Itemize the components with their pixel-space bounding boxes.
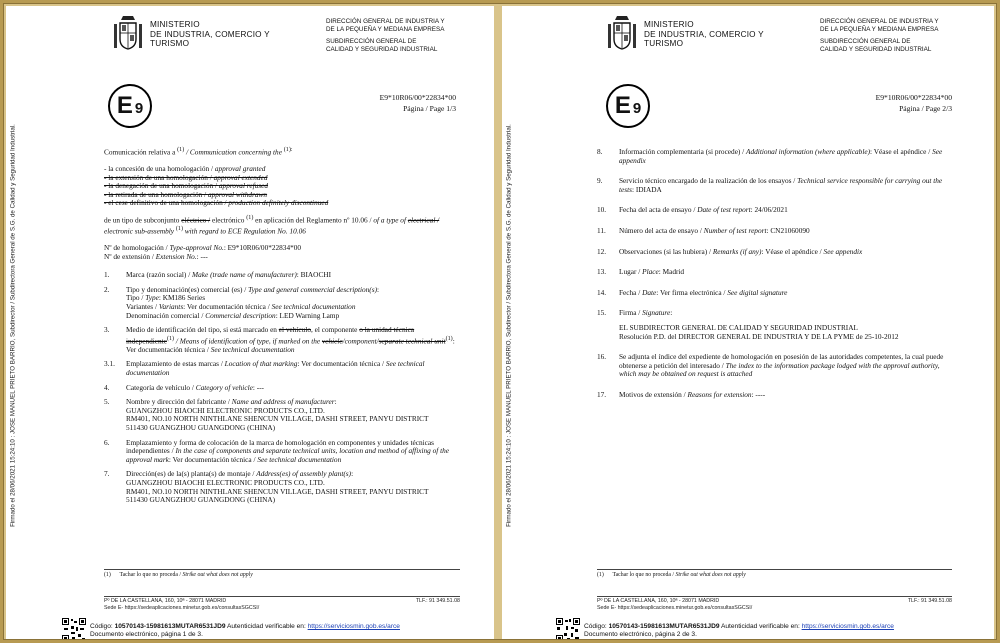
office-address: Pº DE LA CASTELLANA, 160, 10ª - 28071 MADRID Sede E- https://sedeaplicaciones.minetur.gob.es/consultasSGCSI/ TLF.: 91 349.51.08: [597, 598, 952, 611]
item-8: 8. Información complementaria (si procede) / Additional information (where applicable): Véase el apéndice / See appendix: [597, 147, 943, 165]
qr-code-icon: [62, 618, 86, 639]
e-mark-badge: E 9: [108, 84, 152, 128]
item-7: 7. Dirección(es) de la(s) planta(s) de montaje / Address(es) of assembly plant(s): GUANGZHOU BIAOCHI ELECTRONIC PRODUCTS CO., LTD. RM401, NO.10 NORTH NINTHLANE SHENCUN VILLAGE, DASHI STREET, PANYU DISTRICT 511430 GUANGZHOU GUANGDONG (CHINA): [104, 469, 429, 505]
side-signature: Firmado el 28/06/2021 15:24:10 : JOSE MANUEL PRIETO BARRIO, Subdirector / Subdirectora General de S.G. de Calidad y Seguridad Industrial.: [9, 124, 17, 527]
ministry-name: MINISTERIO DE INDUSTRIA, COMERCIO Y TURISMO: [150, 20, 270, 48]
item-1: 1. Marca (razón social) / Make (trade name of manufacturer): BIAOCHI: [104, 270, 332, 280]
directorate-name: DIRECCIÓN GENERAL DE INDUSTRIA Y DE LA PEQUEÑA Y MEDIANA EMPRESA SUBDIRECCIÓN GENERAL DE CALIDAD Y SEGURIDAD INDUSTRIAL: [326, 18, 445, 53]
verify-link[interactable]: https://serviciosmin.gob.es/arce: [307, 623, 400, 630]
options-list: [104, 165, 460, 208]
communication-line: Comunicación relativa a $^{(1)}$ / Communication concerning the $^{(1):}$: [104, 147, 293, 157]
item-2: 2. Tipo y denominación(es) comercial (es) / Type and general commercial description(s): Tipo / Type: KM186 Series Variantes / Variants: Ver documentación técnica / See technical documentation Denominación comercial / Commercial description: LED Warning Lamp: [104, 284, 380, 320]
item-11: 11. Número del acta de ensayo / Number of test report: CN21060090: [597, 225, 810, 235]
footnote-rule: [597, 569, 952, 570]
ministry-name: MINISTERIO DE INDUSTRIA, COMERCIO Y TURISMO: [644, 20, 764, 48]
coat-of-arms-icon: [604, 14, 640, 54]
item-14: 14. Fecha / Date: Ver firma electrónica / See digital signature: [597, 287, 788, 297]
verification-info: Código: 10570143-15981613MUTAR6531JD9 Autenticidad verificable en: https://serviciosmin.gob.es/arce Documento electrónico, página 2 de 3.: [584, 623, 894, 638]
page-2: [502, 6, 994, 639]
item-15: 15. Firma / Signature:: [597, 308, 673, 318]
footnote: (1) Tachar lo que no proceda / Strike out what does not apply: [104, 572, 253, 578]
item-9: 9. Servicio técnico encargado de la realización de los ensayos / Technical service responsible for carrying out the tests: IDIADA: [597, 176, 943, 194]
item-12: 12. Observaciones (si las hubiera) / Remarks (if any): Véase el apéndice / See appendix: [597, 246, 863, 256]
page-2-body: [597, 148, 952, 406]
footnote-rule: [104, 569, 460, 570]
reference-number: E9*10R06/00*22834*00 Página / Page 2/3: [875, 93, 952, 113]
directorate-name: DIRECCIÓN GENERAL DE INDUSTRIA Y DE LA PEQUEÑA Y MEDIANA EMPRESA SUBDIRECCIÓN GENERAL DE CALIDAD Y SEGURIDAD INDUSTRIAL: [820, 18, 939, 53]
reference-number: E9*10R06/00*22834*00 Página / Page 1/3: [379, 93, 456, 113]
option-approval-withdrawn: - la retirada de una homologación / approval withdrawn: [104, 189, 268, 199]
option-approval-granted: - la concesión de una homologación / approval granted: [104, 164, 266, 174]
option-approval-refused: - la denegación de una homologación / approval refused: [104, 181, 269, 191]
coat-of-arms-icon: [110, 14, 146, 54]
qr-code-icon: [556, 618, 580, 639]
item-16: 16. Se adjunta el índice del expediente de homologación en posesión de las autoridades competentes, la cual puede obtenerse a petición del interesado / The index to the information package lodged with the approval authority, which may be obtained on request is attached: [597, 352, 944, 379]
item-5: 5. Nombre y dirección del fabricante / Name and address of manufacturer: GUANGZHOU BIAOCHI ELECTRONIC PRODUCTS CO., LTD. RM401, NO.10 NORTH NINTHLANE SHENCUN VILLAGE, DASHI STREET, PANYU DISTRICT 511430 GUANGZHOU GUANGDONG (CHINA): [104, 397, 429, 432]
footnote: (1) Tachar lo que no proceda / Strike out what does not apply: [597, 572, 746, 578]
page-1: [6, 6, 494, 639]
item-13: 13. Lugar / Place: Madrid: [597, 267, 685, 277]
approval-number: Nº de homologación / Type-approval No.: E9*10R06/00*22834*00: [104, 243, 302, 253]
address-rule: [104, 596, 460, 597]
verification-info: Código: 10570143-15981613MUTAR6531JD9 Autenticidad verificable en: https://serviciosmin.gob.es/arce Documento electrónico, página 1 de 3.: [90, 623, 400, 638]
item-17: 17. Motivos de extensión / Reasons for extension: ----: [597, 389, 766, 399]
item-10: 10. Fecha del acta de ensayo / Date of test report: 24/06/2021: [597, 205, 788, 215]
office-address: Pº DE LA CASTELLANA, 160, 10ª - 28071 MADRID Sede E- https://sedeaplicaciones.minetur.gob.es/consultasSGCSI/ TLF.: 91 349.51.08: [104, 598, 460, 611]
item-3: 3. Medio de identificación del tipo, si está marcado en el vehículo, el componente o la unidad técnica independiente$^{(1)}$ / Means of identification of type, if marked on the vehicle/component/separate technical unit$^{(1)}$: Ver documentación técnica / See technical documentation: [104, 325, 455, 354]
extension-number: Nº de extensión / Extension No.: ---: [104, 251, 208, 261]
page-1-body: [104, 146, 460, 511]
e-mark-badge: E 9: [606, 84, 650, 128]
option-production-discontinued: - el cese definitivo de una homologación / production definitely discontinued: [104, 198, 329, 208]
sub-assembly-type: de un tipo de subconjunto eléctrico / electrónico $^{(1)}$ en aplicación del Reglamento nº 10.06 / of a type of electrical / electronic sub-assembly $^{(1)}$ with regard to ECE Regulation No. 10.06: [104, 214, 440, 236]
address-rule: [597, 596, 952, 597]
item-6: 6. Emplazamiento y forma de colocación de la marca de homologación en componentes y unidades técnicas independientes / In the case of components and separate technical units, location and method of affixing of the approval mark: Ver documentación técnica / See technical documentation: [104, 437, 450, 464]
option-approval-extended: - la extensión de una homologación / approval extended: [104, 172, 268, 182]
signatory-block: EL SUBDIRECTOR GENERAL DE CALIDAD Y SEGURIDAD INDUSTRIAL Resolución P.D. del DIRECTOR GENERAL DE INDUSTRIA Y DE LA PYME de 25-10-2012: [619, 322, 899, 341]
side-signature: Firmado el 28/06/2021 15:24:10 : JOSE MANUEL PRIETO BARRIO, Subdirector / Subdirectora General de S.G. de Calidad y Seguridad Industrial.: [505, 124, 513, 527]
item-4: 4. Categoría de vehículo / Category of vehicle: ---: [104, 382, 264, 392]
item-3-1: 3.1. Emplazamiento de estas marcas / Location of that marking: Ver documentación técnica / See technical documentation: [104, 359, 425, 377]
verify-link[interactable]: https://serviciosmin.gob.es/arce: [801, 623, 894, 630]
